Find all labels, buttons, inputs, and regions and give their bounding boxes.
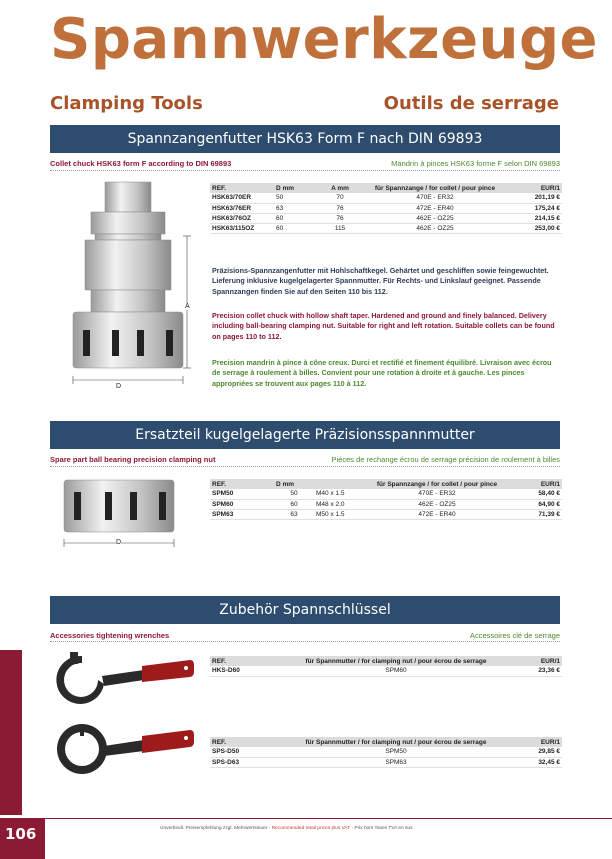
cell-price: 71,39 € <box>510 509 562 519</box>
cell-ref: SPM60 <box>210 499 274 509</box>
section-band-wrenches: Zubehör Spannschlüssel <box>50 596 560 624</box>
divider <box>50 641 560 642</box>
section-subtitle-fr: Pièces de rechange écrou de serrage précision de roulement à billes <box>331 455 560 464</box>
collet-chuck-image <box>55 180 205 395</box>
cell-collet: 462E - OZ25 <box>364 499 510 509</box>
pin-wrench-image <box>52 718 202 780</box>
table-row <box>210 499 562 509</box>
cell-collet: 470E - ER32 <box>364 489 510 499</box>
cell-thread: M50 x 1.5 <box>314 509 364 519</box>
col-price: EUR/1 <box>510 183 562 193</box>
col-d: D mm <box>274 479 314 489</box>
cell-a: 76 <box>320 213 360 223</box>
col-collet: für Spannzange / for collet / pour pince <box>364 479 510 489</box>
cell-a: 76 <box>320 203 360 213</box>
cell-d: 63 <box>274 509 314 519</box>
cell-price: 175,24 € <box>510 203 562 213</box>
clamping-nut-table <box>210 479 562 520</box>
cell-ref: HSK63/70ER <box>210 193 274 203</box>
col-collet: für Spannzange / for collet / pour pince <box>360 183 510 193</box>
col-ref: REF. <box>210 479 274 489</box>
table-row <box>210 747 562 757</box>
table-row <box>210 509 562 519</box>
col-ref: REF. <box>210 183 274 193</box>
cell-collet: 462E - OZ25 <box>360 213 510 223</box>
collet-chuck-table <box>210 183 562 234</box>
cell-ref: HSK63/76ER <box>210 203 274 213</box>
subtitle-en: Clamping Tools <box>50 93 203 114</box>
section-band-clamping-nut: Ersatzteil kugelgelagerte Präzisionsspannmutter <box>50 421 560 449</box>
dimension-label-d: D <box>116 383 122 390</box>
footer-note-de: Unverbindl. Preisempfehlung zzgl. Mehrwertsteuer - <box>160 826 272 831</box>
footer-note-fr: - Prix hors Taxes TVA en sus <box>350 826 413 831</box>
cell-price: 201,19 € <box>510 193 562 203</box>
cell-collet: 470E - ER32 <box>360 193 510 203</box>
cell-ref: SPM50 <box>210 489 274 499</box>
section-band-collet-chuck: Spannzangenfutter HSK63 Form F nach DIN 69893 <box>50 125 560 153</box>
cell-price: 32,45 € <box>510 757 562 767</box>
page-number: 106 <box>0 818 45 859</box>
footer-note-en: Recommended retail prices plus VAT <box>271 826 351 831</box>
col-d: D mm <box>274 183 320 193</box>
cell-ref: SPS-D63 <box>210 757 282 767</box>
table-header-row <box>210 183 562 193</box>
cell-collet: 462E - OZ25 <box>360 223 510 233</box>
cell-nut: SPM60 <box>282 666 510 676</box>
cell-ref: HSK63/115OZ <box>210 223 274 233</box>
cell-price: 29,85 € <box>510 747 562 757</box>
table-header-row <box>210 479 562 489</box>
table-row <box>210 489 562 499</box>
section-subtitle-fr: Accessoires clé de serrage <box>469 631 560 640</box>
col-ref: REF. <box>210 737 282 747</box>
dimension-label-d: D <box>116 539 122 546</box>
cell-ref: HSK63/76OZ <box>210 213 274 223</box>
cell-thread: M48 x 2.0 <box>314 499 364 509</box>
section-subtitle-en: Collet chuck HSK63 form F according to DIN 69893 <box>50 159 232 168</box>
table-row <box>210 223 562 233</box>
pin-wrench-table <box>210 737 562 768</box>
subtitle-fr: Outils de serrage <box>383 93 559 114</box>
col-price: EUR/1 <box>510 737 562 747</box>
section-subtitle-fr: Mandrin à pinces HSK63 forme F selon DIN 69893 <box>391 159 560 168</box>
description-fr: Precision mandrin à pince à cône creux. Durci et rectifié et finement équilibré. Livraison avec écrou de serrage à roulement à billes. Convient pour une rotation à droite et à gauche. Les pinces appropriées se trouvent aux pages 110 à 112. <box>212 358 552 388</box>
cell-d: 60 <box>274 213 320 223</box>
cell-price: 23,36 € <box>510 666 562 676</box>
cell-collet: 472E - ER40 <box>364 509 510 519</box>
cell-d: 60 <box>274 499 314 509</box>
description-en: Precision collet chuck with hollow shaft taper. Hardened and ground and finely balanced. Delivery including ball-bearing clamping nut. Suitable for right and left rotation. Suitable collets can be found on pages 110 to 112. <box>212 311 555 341</box>
col-ref: REF. <box>210 656 282 666</box>
cell-ref: SPM63 <box>210 509 274 519</box>
cell-d: 60 <box>274 223 320 233</box>
table-header-row <box>210 737 562 747</box>
cell-d: 50 <box>274 193 320 203</box>
cell-thread: M40 x 1.5 <box>314 489 364 499</box>
page-title: Spannwerkzeuge <box>50 7 599 72</box>
hook-wrench-table <box>210 656 562 677</box>
section-subtitle-en: Accessories tightening wrenches <box>50 631 170 640</box>
col-price: EUR/1 <box>510 656 562 666</box>
divider <box>50 466 560 467</box>
footer-divider <box>45 818 612 819</box>
cell-ref: SPS-D50 <box>210 747 282 757</box>
table-header-row <box>210 656 562 666</box>
section-subtitle-en: Spare part ball bearing precision clamping nut <box>50 455 216 464</box>
cell-price: 214,15 € <box>510 213 562 223</box>
cell-a: 115 <box>320 223 360 233</box>
cell-a: 70 <box>320 193 360 203</box>
cell-nut: SPM50 <box>282 747 510 757</box>
table-row <box>210 193 562 203</box>
cell-nut: SPM63 <box>282 757 510 767</box>
table-row <box>210 757 562 767</box>
cell-d: 63 <box>274 203 320 213</box>
cell-collet: 472E - ER40 <box>360 203 510 213</box>
cell-price: 64,90 € <box>510 499 562 509</box>
cell-d: 50 <box>274 489 314 499</box>
cell-price: 253,00 € <box>510 223 562 233</box>
hook-wrench-image <box>52 646 202 708</box>
table-row <box>210 203 562 213</box>
col-a: A mm <box>320 183 360 193</box>
footer-note <box>160 826 413 831</box>
chapter-tab <box>0 650 22 815</box>
divider <box>50 170 560 171</box>
col-thread <box>314 479 364 489</box>
cell-price: 58,40 € <box>510 489 562 499</box>
dimension-label-a: A <box>185 303 190 310</box>
table-row <box>210 213 562 223</box>
col-price: EUR/1 <box>510 479 562 489</box>
cell-ref: HKS-D60 <box>210 666 282 676</box>
description-de: Präzisions-Spannzangenfutter mit Hohlschaftkegel. Gehärtet und geschliffen sowie feingewuchtet. Lieferung inklusive kugelgelagerter Spannmutter. Für Rechts- und Linkslauf geeignet. Passende Spannzangen finden Sie auf den Seiten 110 bis 112. <box>212 266 549 296</box>
col-nut: für Spannmutter / for clamping nut / pour écrou de serrage <box>282 737 510 747</box>
table-row <box>210 666 562 676</box>
col-nut: für Spannmutter / for clamping nut / pour écrou de serrage <box>282 656 510 666</box>
